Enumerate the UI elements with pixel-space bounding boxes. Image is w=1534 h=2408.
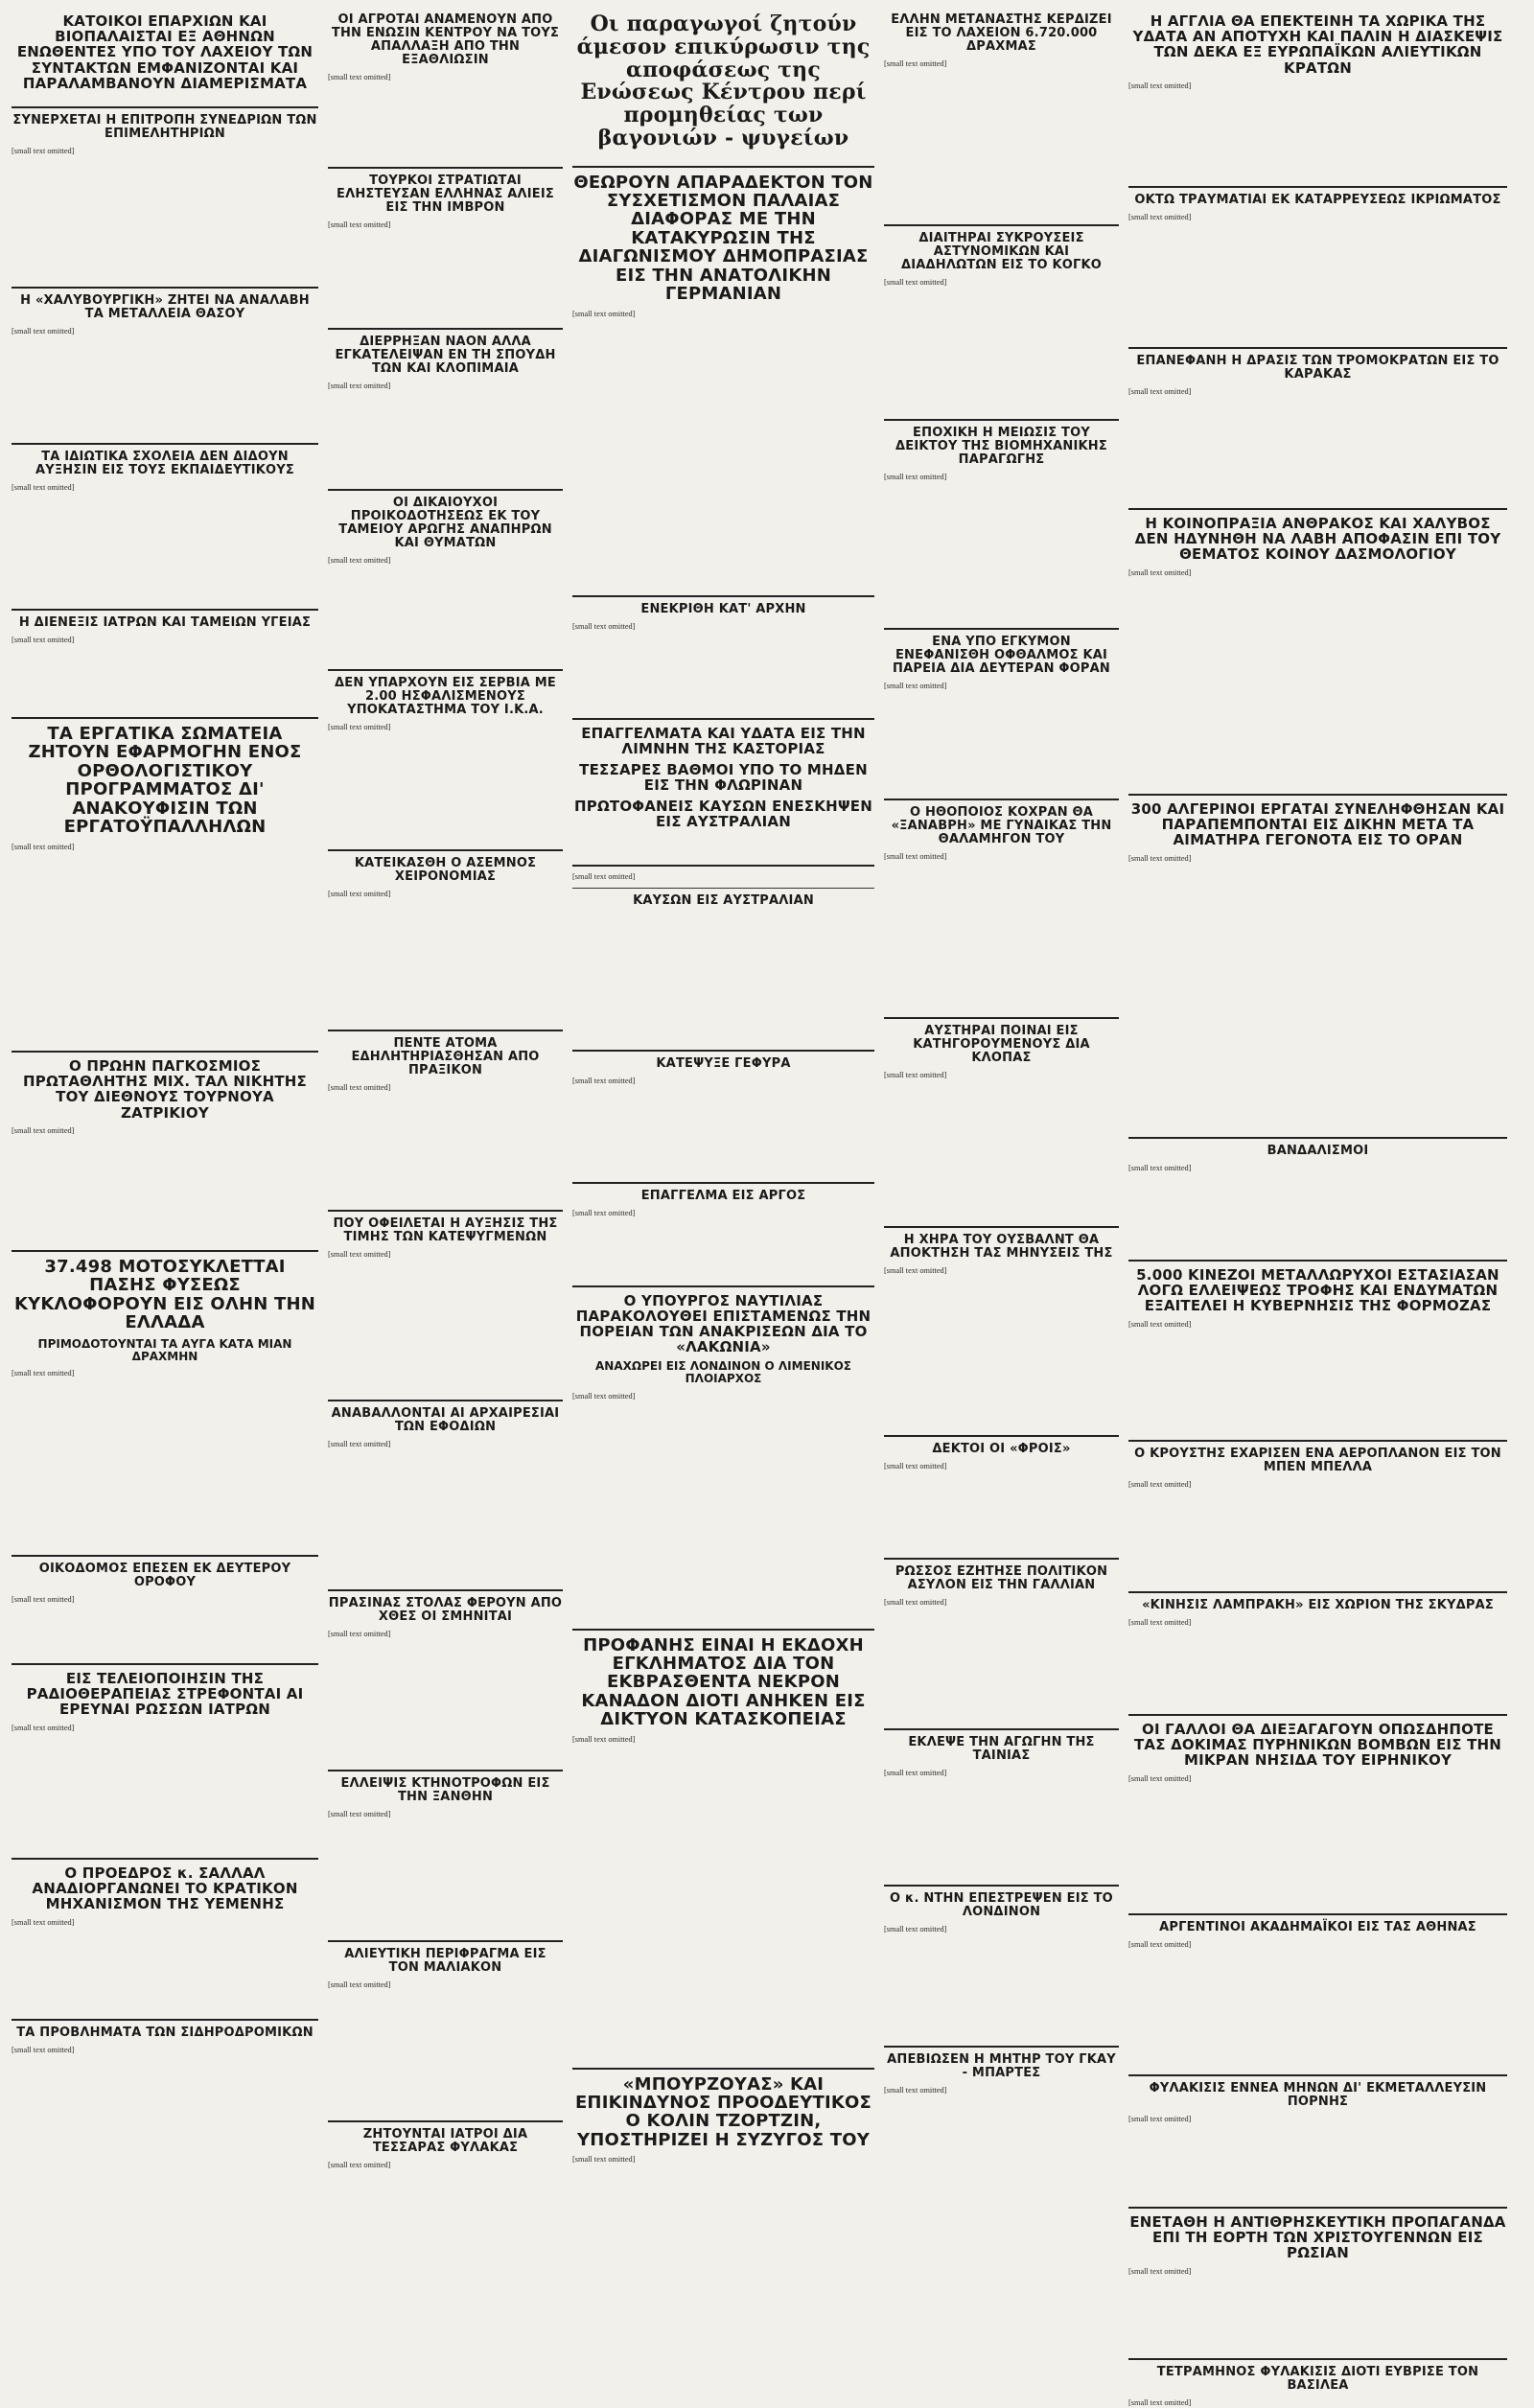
article-body: [small text omitted]: [12, 327, 75, 336]
subheadline: ΠΡΙΜΟΔΟΤΟΥΝΤΑΙ ΤΑ ΑΥΓΑ ΚΑΤΑ ΜΙΑΝ ΔΡΑΧΜΗΝ: [37, 1336, 292, 1363]
headline: ΣΥΝΕΡΧΕΤΑΙ Η ΕΠΙΤΡΟΠΗ ΣΥΝΕΔΡΙΩΝ ΤΩΝ ΕΠΙΜΕΛΗΤΗΡΙΩΝ: [12, 112, 317, 141]
headline: ΤΕΤΡΑΜΗΝΟΣ ΦΥΛΑΚΙΣΙΣ ΔΙΟΤΙ ΕΥΒΡΙΣΕ ΤΟΝ ΒΑΣΙΛΕΑ: [1156, 2365, 1479, 2394]
headline: ΕΛΛΗΝ ΜΕΤΑΝΑΣΤΗΣ ΚΕΡΔΙΖΕΙ ΕΙΣ ΤΟ ΛΑΧΕΙΟΝ 6.720.000 ΔΡΑΧΜΑΣ: [891, 12, 1112, 55]
article-body: [small text omitted]: [328, 890, 391, 899]
article-body: [small text omitted]: [12, 1125, 75, 1135]
story: [1128, 2358, 1507, 2408]
story: [328, 1940, 563, 2111]
story: [1128, 13, 1507, 176]
column-4: [884, 13, 1119, 2290]
lead-headline: Οι παραγωγοί ζητούν άμεσον επικύρωσιν της αποφάσεως της Ενώσεως Κέντρου περί προμηθείας των βαγονιών - ψυγείων: [576, 12, 871, 150]
headline: Η «ΧΑΛΥΒΟΥΡΓΙΚΗ» ΖΗΤΕΙ ΝΑ ΑΝΑΛΑΒΗ ΤΑ ΜΕΤΑΛΛΕΙΑ ΘΑΣΟΥ: [20, 292, 310, 321]
article-body: [small text omitted]: [884, 59, 947, 69]
article-body: [small text omitted]: [1128, 1164, 1192, 1173]
story: [328, 489, 563, 660]
headline: ΒΑΝΔΑΛΙΣΜΟΙ: [1267, 1144, 1369, 1158]
article-body: [small text omitted]: [328, 1980, 391, 1990]
headline: ΠΡΩΤΟΦΑΝΕΙΣ ΚΑΥΣΩΝ ΕΝΕΣΚΗΨΕΝ ΕΙΣ ΑΥΣΤΡΑΛΙΑΝ: [574, 798, 872, 831]
article-body: [small text omitted]: [328, 220, 391, 230]
story: [1128, 508, 1507, 784]
headline: ΕΠΑΓΓΕΛΜΑΤΑ ΚΑΙ ΥΔΑΤΑ ΕΙΣ ΤΗΝ ΛΙΜΝΗΝ ΤΗΣ ΚΑΣΤΟΡΙΑΣ: [581, 724, 866, 757]
article-body: [small text omitted]: [884, 1598, 947, 1608]
headline: ΠΕΝΤΕ ΑΤΟΜΑ ΕΔΗΛΗΤΗΡΙΑΣΘΗΣΑΝ ΑΠΟ ΠΡΑΞΙΚΟΝ: [351, 1036, 540, 1078]
story: [884, 799, 1119, 1007]
column-2: [328, 13, 563, 2290]
story: [884, 419, 1119, 618]
headline: 300 ΑΛΓΕΡΙΝΟΙ ΕΡΓΑΤΑΙ ΣΥΝΕΛΗΦΘΗΣΑΝ ΚΑΙ ΠΑΡΑΠΕΜΠΟΝΤΑΙ ΕΙΣ ΔΙΚΗΝ ΜΕΤΑ ΤΑ ΑΙΜΑΤΗΡΑ ΓΕΓΟΝΟΤΑ ΕΙΣ ΤΟ ΟΡΑΝ: [1130, 800, 1505, 849]
article-body: [small text omitted]: [12, 635, 75, 644]
article-body: [small text omitted]: [12, 147, 75, 155]
article-body: [small text omitted]: [12, 483, 75, 492]
headline: ΑΠΕΒΙΩΣΕΝ Η ΜΗΤΗΡ ΤΟΥ ΓΚΑΥ - ΜΠΑΡΤΕΣ: [887, 2052, 1116, 2081]
article-body: [small text omitted]: [572, 1076, 636, 1085]
story: [328, 328, 563, 479]
headline: ΤΟΥΡΚΟΙ ΣΤΡΑΤΙΩΤΑΙ ΕΛΗΣΤΕΥΣΑΝ ΕΛΛΗΝΑΣ ΑΛΙΕΙΣ ΕΙΣ ΤΗΝ ΙΜΒΡΟΝ: [337, 174, 554, 216]
article-body: [small text omitted]: [328, 1440, 391, 1449]
article-body: [small text omitted]: [1128, 1480, 1192, 1490]
headline: ΔΙΑΙΤΗΡΑΙ ΣΥΚΡΟΥΣΕΙΣ ΑΣΤΥΝΟΜΙΚΩΝ ΚΑΙ ΔΙΑΔΗΛΩΤΩΝ ΕΙΣ ΤΟ ΚΟΓΚΟ: [900, 231, 1103, 273]
headline: ΖΗΤΟΥΝΤΑΙ ΙΑΤΡΟΙ ΔΙΑ ΤΕΣΣΑΡΑΣ ΦΥΛΑΚΑΣ: [362, 2127, 528, 2156]
article-body: [small text omitted]: [1128, 2266, 1192, 2276]
article-body: [small text omitted]: [884, 1925, 947, 1934]
story: [328, 849, 563, 1020]
article-body: [small text omitted]: [572, 2155, 636, 2165]
article-body: [small text omitted]: [572, 1391, 636, 1401]
headline: ΚΑΥΣΩΝ ΕΙΣ ΑΥΣΤΡΑΛΙΑΝ: [633, 892, 814, 908]
article-body: [small text omitted]: [884, 1462, 947, 1471]
column-3: [572, 13, 874, 2290]
headline: ΘΕΩΡΟΥΝ ΑΠΑΡΑΔΕΚΤΟΝ ΤΟΝ ΣΥΣΧΕΤΙΣΜΟΝ ΠΑΛΑΙΑΣ ΔΙΑΦΟΡΑΣ ΜΕ ΤΗΝ ΚΑΤΑΚΥΡΩΣΙΝ ΤΗΣ ΔΙΑΓΩΝΙΣΜΟΥ ΔΗΜΟΠΡΑΣΙΑΣ ΕΙΣ ΤΗΝ ΑΝΑΤΟΛΙΚΗΝ ΓΕΡΜΑΝΙΑΝ: [573, 172, 873, 305]
article-body: [small text omitted]: [328, 2161, 391, 2170]
article-body: [small text omitted]: [572, 621, 636, 631]
article-body: [small text omitted]: [1128, 213, 1192, 222]
story: [884, 13, 1119, 215]
story: [1128, 1591, 1507, 1704]
article-body: [small text omitted]: [884, 473, 947, 482]
column-5: [1128, 12, 1507, 2408]
article-body: [small text omitted]: [328, 556, 391, 566]
headline: Ο ΚΡΟΥΣΤΗΣ ΕΧΑΡΙΣΕΝ ΕΝΑ ΑΕΡΟΠΛΑΝΟΝ ΕΙΣ ΤΟΝ ΜΠΕΝ ΜΠΕΛΛΑ: [1134, 1447, 1501, 1475]
story: [572, 1182, 874, 1276]
story: [12, 1858, 318, 2009]
article-body: [small text omitted]: [884, 1266, 947, 1276]
headline: ΚΑΤΕΙΚΑΣΘΗ Ο ΑΣΕΜΝΟΣ ΧΕΙΡΟΝΟΜΙΑΣ: [354, 856, 537, 885]
headline: ΑΥΣΤΗΡΑΙ ΠΟΙΝΑΙ ΕΙΣ ΚΑΤΗΓΟΡΟΥΜΕΝΟΥΣ ΔΙΑ ΚΛΟΠΑΣ: [913, 1024, 1090, 1066]
story: [1128, 347, 1507, 498]
story: [572, 166, 874, 586]
story: [1128, 1440, 1507, 1582]
headline: ΕΚΛΕΨΕ ΤΗΝ ΑΓΩΓΗΝ ΤΗΣ ΤΑΙΝΙΑΣ: [908, 1735, 1095, 1764]
headline: Ο κ. ΝΤΗΝ ΕΠΕΣΤΡΕΨΕΝ ΕΙΣ ΤΟ ΛΟΝΔΙΝΟΝ: [890, 1891, 1113, 1920]
article-body: [small text omitted]: [884, 1769, 947, 1778]
article-body: [small text omitted]: [572, 1208, 636, 1217]
headline: ΤΕΣΣΑΡΕΣ ΒΑΘΜΟΙ ΥΠΟ ΤΟ ΜΗΔΕΝ ΕΙΣ ΤΗΝ ΦΛΩΡΙΝΑΝ: [579, 760, 868, 795]
article-body: [small text omitted]: [12, 1723, 75, 1732]
article-body: [small text omitted]: [1128, 2398, 1192, 2408]
headline: ΑΝΑΒΑΛΛΟΝΤΑΙ ΑΙ ΑΡΧΑΙΡΕΣΙΑΙ ΤΩΝ ΕΦΟΔΙΩΝ: [331, 1406, 560, 1435]
headline: ΡΩΣΣΟΣ ΕΖΗΤΗΣΕ ΠΟΛΙΤΙΚΟΝ ΑΣΥΛΟΝ ΕΙΣ ΤΗΝ ΓΑΛΛΙΑΝ: [895, 1564, 1108, 1593]
story: [884, 1017, 1119, 1216]
headline: ΕΝΕΤΑΘΗ Η ΑΝΤΙΘΡΗΣΚΕΥΤΙΚΗ ΠΡΟΠΑΓΑΝΔΑ ΕΠΙ ΤΗ ΕΟΡΤΗ ΤΩΝ ΧΡΙΣΤΟΥΓΕΝΝΩΝ ΕΙΣ ΡΩΣΙΑΝ: [1129, 2213, 1506, 2262]
article-body: [small text omitted]: [328, 73, 391, 82]
story: [328, 669, 563, 840]
column-1: [12, 13, 318, 2290]
story: [328, 1770, 563, 1931]
headline: Η ΧΗΡΑ ΤΟΥ ΟΥΣΒΑΛΝΤ ΘΑ ΑΠΟΚΤΗΣΗ ΤΑΣ ΜΗΝΥΣΕΙΣ ΤΗΣ: [890, 1233, 1113, 1262]
headline: ΕΙΣ ΤΕΛΕΙΟΠΟΙΗΣΙΝ ΤΗΣ ΡΑΔΙΟΘΕΡΑΠΕΙΑΣ ΣΤΡΕΦΟΝΤΑΙ ΑΙ ΕΡΕΥΝΑΙ ΡΩΣΣΩΝ ΙΑΤΡΩΝ: [26, 1669, 304, 1719]
story: [12, 1250, 318, 1545]
headline: Η ΔΙΕΝΕΞΙΣ ΙΑΤΡΩΝ ΚΑΙ ΤΑΜΕΙΩΝ ΥΓΕΙΑΣ: [18, 614, 312, 630]
article-body: [small text omitted]: [328, 1250, 391, 1260]
story: [572, 595, 874, 708]
story: [12, 13, 318, 97]
story: [572, 2068, 874, 2291]
story: [12, 443, 318, 599]
story: [12, 1663, 318, 1848]
headline: ΦΥΛΑΚΙΣΙΣ ΕΝΝΕΑ ΜΗΝΩΝ ΔΙ' ΕΚΜΕΤΑΛΛΕΥΣΙΝ ΠΟΡΝΗΣ: [1149, 2081, 1487, 2110]
headline: ΕΝΑ ΥΠΟ ΕΓΚΥΜΟΝ ΕΝΕΦΑΝΙΣΘΗ ΟΦΘΑΛΜΟΣ ΚΑΙ ΠΑΡΕΙΑ ΔΙΑ ΔΕΥΤΕΡΑΝ ΦΟΡΑΝ: [893, 635, 1110, 677]
story: [572, 13, 874, 156]
story: [12, 106, 318, 277]
headline: ΤΑ ΙΔΙΩΤΙΚΑ ΣΧΟΛΕΙΑ ΔΕΝ ΔΙΔΟΥΝ ΑΥΞΗΣΙΝ ΕΙΣ ΤΟΥΣ ΕΚΠΑΙΔΕΥΤΙΚΟΥΣ: [35, 449, 294, 477]
story: [884, 224, 1119, 409]
story: [328, 13, 563, 157]
article-body: [small text omitted]: [328, 1630, 391, 1639]
headline: ΟΙ ΔΙΚΑΙΟΥΧΟΙ ΠΡΟΙΚΟΔΟΤΗΣΕΩΣ ΕΚ ΤΟΥ ΤΑΜΕΙΟΥ ΑΡΩΓΗΣ ΑΝΑΠΗΡΩΝ ΚΑΙ ΘΥΜΑΤΩΝ: [338, 496, 552, 551]
divider: [572, 888, 874, 889]
page-columns: [12, 12, 1522, 2408]
story: [1128, 2074, 1507, 2197]
headline: ΟΙ ΓΑΛΛΟΙ ΘΑ ΔΙΕΞΑΓΑΓΟΥΝ ΟΠΩΣΔΗΠΟΤΕ ΤΑΣ ΔΟΚΙΜΑΣ ΠΥΡΗΝΙΚΩΝ ΒΟΜΒΩΝ ΕΙΣ ΤΗΝ ΜΙΚΡΑΝ ΝΗΣΙΔΑ ΤΟΥ ΕΙΡΗΝΙΚΟΥ: [1133, 1721, 1502, 1770]
story: [1128, 794, 1507, 1127]
article-body: [small text omitted]: [12, 842, 75, 851]
article-body: [small text omitted]: [884, 682, 947, 691]
article-body: [small text omitted]: [12, 1917, 75, 1927]
story: [884, 1226, 1119, 1425]
headline: ΟΚΤΩ ΤΡΑΥΜΑΤΙΑΙ ΕΚ ΚΑΤΑΡΡΕΥΣΕΩΣ ΙΚΡΙΩΜΑΤΟΣ: [1134, 193, 1501, 207]
headline: ΕΠΑΓΓΕΛΜΑ ΕΙΣ ΑΡΓΟΣ: [640, 1188, 806, 1203]
article-body: [small text omitted]: [328, 1083, 391, 1093]
article-body: [small text omitted]: [328, 1810, 391, 1819]
article-body: [small text omitted]: [1128, 1319, 1192, 1329]
story: [1128, 1714, 1507, 1904]
headline: 37.498 ΜΟΤΟΣΥΚΛΕΤΤΑΙ ΠΑΣΗΣ ΦΥΣΕΩΣ ΚΥΚΛΟΦΟΡΟΥΝ ΕΙΣ ΟΛΗΝ ΤΗΝ ΕΛΛΑΔΑ: [13, 1256, 316, 1333]
headline: ΕΝΕΚΡΙΘΗ ΚΑΤ' ΑΡΧΗΝ: [640, 601, 806, 616]
headline: Ο ΗΘΟΠΟΙΟΣ ΚΟΧΡΑΝ ΘΑ «ΞΑΝΑΒΡΗ» ΜΕ ΓΥΝΑΙΚΑΣ ΤΗΝ ΘΑΛΑΜΗΓΟΝ ΤΟΥ: [891, 805, 1112, 847]
headline: ΑΡΓΕΝΤΙΝΟΙ ΑΚΑΔΗΜΑΪΚΟΙ ΕΙΣ ΤΑΣ ΑΘΗΝΑΣ: [1159, 1920, 1476, 1934]
story: [1128, 1137, 1507, 1250]
headline: ΟΙΚΟΔΟΜΟΣ ΕΠΕΣΕΝ ΕΚ ΔΕΥΤΕΡΟΥ ΟΡΟΦΟΥ: [38, 1561, 291, 1589]
subheadline: ΑΝΑΧΩΡΕΙ ΕΙΣ ΛΟΝΔΙΝΟΝ Ο ΛΙΜΕΝΙΚΟΣ ΠΛΟΙΑΡΧΟΣ: [595, 1359, 851, 1386]
article-body: [small text omitted]: [1128, 81, 1192, 90]
headline: ΚΑΤΟΙΚΟΙ ΕΠΑΡΧΙΩΝ ΚΑΙ ΒΙΟΠΑΛΑΙΣΤΑΙ ΕΞ ΑΘΗΝΩΝ ΕΝΩΘΕΝΤΕΣ ΥΠΟ ΤΟΥ ΛΑΧΕΙΟΥ ΤΩΝ ΣΥΝΤΑΚΤΩΝ ΕΜΦΑΝΙΖΟΝΤΑΙ ΚΑΙ ΠΑΡΑΛΑΜΒΑΝΟΥΝ ΔΙΑΜΕΡΙΣΜΑΤΑ: [16, 12, 314, 92]
story: [884, 1558, 1119, 1719]
story: [328, 2120, 563, 2290]
article-body: [small text omitted]: [12, 2045, 75, 2054]
article-body: [small text omitted]: [1128, 853, 1192, 863]
story: [1128, 1260, 1507, 1430]
headline: ΕΛΛΕΙΨΙΣ ΚΤΗΝΟΤΡΟΦΩΝ ΕΙΣ ΤΗΝ ΞΑΝΘΗΝ: [340, 1776, 550, 1805]
article-body: [small text omitted]: [572, 1734, 636, 1744]
article-body: [small text omitted]: [328, 382, 391, 391]
headline: ΕΠΑΝΕΦΑΝΗ Η ΔΡΑΣΙΣ ΤΩΝ ΤΡΟΜΟΚΡΑΤΩΝ ΕΙΣ ΤΟ ΚΑΡΑΚΑΣ: [1136, 354, 1499, 382]
headline: ΠΡΑΣΙΝΑΣ ΣΤΟΛΑΣ ΦΕΡΟΥΝ ΑΠΟ ΧΘΕΣ ΟΙ ΣΜΗΝΙΤΑΙ: [328, 1596, 563, 1625]
story: [328, 167, 563, 318]
article-body: [small text omitted]: [884, 852, 947, 862]
headline: ΤΑ ΕΡΓΑΤΙΚΑ ΣΩΜΑΤΕΙΑ ΖΗΤΟΥΝ ΕΦΑΡΜΟΓΗΝ ΕΝΟΣ ΟΡΘΟΛΟΓΙΣΤΙΚΟΥ ΠΡΟΓΡΑΜΜΑΤΟΣ ΔΙ' ΑΝΑΚΟΥΦΙΣΙΝ ΤΩΝ ΕΡΓΑΤΟΫΠΑΛΛΗΛΩΝ: [28, 723, 302, 838]
headline: 5.000 ΚΙΝΕΖΟΙ ΜΕΤΑΛΛΩΡΥΧΟΙ ΕΣΤΑΣΙΑΣΑΝ ΛΟΓΩ ΕΛΛΕΙΨΕΩΣ ΤΡΟΦΗΣ ΚΑΙ ΕΝΔΥΜΑΤΩΝ ΕΞΑΙΤΕΛΕΙ Η ΚΥΒΕΡΝΗΣΙΣ ΤΗΣ ΦΟΡΜΟΖΑΣ: [1136, 1266, 1499, 1315]
headline: ΟΙ ΑΓΡΟΤΑΙ ΑΝΑΜΕΝΟΥΝ ΑΠΟ ΤΗΝ ΕΝΩΣΙΝ ΚΕΝΤΡΟΥ ΝΑ ΤΟΥΣ ΑΠΑΛΛΑΞΗ ΑΠΟ ΤΗΝ ΕΞΑΘΛΙΩΣΙΝ: [331, 12, 560, 68]
story: [12, 2019, 318, 2290]
story: [12, 609, 318, 707]
article-body: [small text omitted]: [1128, 1940, 1192, 1950]
story: [572, 1285, 874, 1619]
headline: Ο ΠΡΩΗΝ ΠΑΓΚΟΣΜΙΟΣ ΠΡΩΤΑΘΛΗΤΗΣ ΜΙΧ. ΤΑΛ ΝΙΚΗΤΗΣ ΤΟΥ ΔΙΕΘΝΟΥΣ ΤΟΥΡΝΟΥΑ ΖΑΤΡΙΚΙΟΥ: [23, 1056, 307, 1122]
headline: ΔΕΚΤΟΙ ΟΙ «ΦΡΟΙΣ»: [932, 1442, 1071, 1456]
story: [884, 1435, 1119, 1548]
article-body: [small text omitted]: [884, 1071, 947, 1080]
article-body: [small text omitted]: [884, 278, 947, 288]
headline: Η ΚΟΙΝΟΠΡΑΞΙΑ ΑΝΘΡΑΚΟΣ ΚΑΙ ΧΑΛΥΒΟΣ ΔΕΝ ΗΔΥΝΗΘΗ ΝΑ ΛΑΒΗ ΑΠΟΦΑΣΙΝ ΕΠΙ ΤΟΥ ΘΕΜΑΤΟΣ ΚΟΙΝΟΥ ΔΑΣΜΟΛΟΓΙΟΥ: [1134, 515, 1501, 564]
article-body: [small text omitted]: [1128, 1773, 1192, 1783]
article-body: [small text omitted]: [1128, 1618, 1192, 1628]
headline: «ΚΙΝΗΣΙΣ ΛΑΜΠΡΑΚΗ» ΕΙΣ ΧΩΡΙΟΝ ΤΗΣ ΣΚΥΔΡΑΣ: [1142, 1598, 1494, 1612]
story: [884, 1728, 1119, 1875]
article-body: [small text omitted]: [1128, 387, 1192, 397]
article-body: [small text omitted]: [12, 1369, 75, 1378]
article-body: [small text omitted]: [12, 1595, 75, 1604]
article-body: [small text omitted]: [1128, 2115, 1192, 2124]
headline: ΠΟΥ ΟΦΕΙΛΕΤΑΙ Η ΑΥΞΗΣΙΣ ΤΗΣ ΤΙΜΗΣ ΤΩΝ ΚΑΤΕΨΥΓΜΕΝΩΝ: [333, 1216, 558, 1245]
article-body: [small text omitted]: [572, 309, 636, 318]
story: [572, 865, 874, 1040]
article-body: [small text omitted]: [572, 871, 636, 881]
story: [884, 2046, 1119, 2290]
story: [12, 1051, 318, 1240]
headline: ΔΕΝ ΥΠΑΡΧΟΥΝ ΕΙΣ ΣΕΡΒΙΑ ΜΕ 2.00 ΗΣΦΑΛΙΣΜΕΝΟΥΣ ΥΠΟΚΑΤΑΣΤΗΜΑ ΤΟΥ Ι.Κ.Α.: [335, 676, 556, 718]
headline: ΕΠΟΧΙΚΗ Η ΜΕΙΩΣΙΣ ΤΟΥ ΔΕΙΚΤΟΥ ΤΗΣ ΒΙΟΜΗΧΑΝΙΚΗΣ ΠΑΡΑΓΩΓΗΣ: [895, 426, 1107, 468]
article-body: [small text omitted]: [328, 723, 391, 732]
article-body: [small text omitted]: [884, 2086, 947, 2095]
story: [1128, 186, 1507, 337]
headline: Ο ΠΡΟΕΔΡΟΣ κ. ΣΑΛΛΑΛ ΑΝΑΔΙΟΡΓΑΝΩΝΕΙ ΤΟ ΚΡΑΤΙΚΟΝ ΜΗΧΑΝΙΣΜΟΝ ΤΗΣ ΥΕΜΕΝΗΣ: [32, 1864, 298, 1913]
headline: ΤΑ ΠΡΟΒΛΗΜΑΤΑ ΤΩΝ ΣΙΔΗΡΟΔΡΟΜΙΚΩΝ: [16, 2025, 314, 2040]
headline: ΔΙΕΡΡΗΞΑΝ ΝΑΟΝ ΑΛΛΑ ΕΓΚΑΤΕΛΕΙΨΑΝ ΕΝ ΤΗ ΣΠΟΥΔΗ ΤΩΝ ΚΑΙ ΚΛΟΠΙΜΑΙΑ: [335, 335, 556, 377]
story: [328, 1210, 563, 1390]
story: [328, 1030, 563, 1200]
story: [884, 1885, 1119, 2036]
headline: ΑΛΙΕΥΤΙΚΗ ΠΕΡΙΦΡΑΓΜΑ ΕΙΣ ΤΟΝ ΜΑΛΙΑΚΟΝ: [344, 1947, 546, 1976]
story: [328, 1589, 563, 1760]
headline: ΠΡΟΦΑΝΗΣ ΕΙΝΑΙ Η ΕΚΔΟΧΗ ΕΓΚΛΗΜΑΤΟΣ ΔΙΑ ΤΟΝ ΕΚΒΡΑΣΘΕΝΤΑ ΝΕΚΡΟΝ ΚΑΝΑΔΟΝ ΔΙΟΤΙ ΑΝΗΚΕΝ ΕΙΣ ΔΙΚΤΥΟΝ ΚΑΤΑΣΚΟΠΕΙΑΣ: [581, 1634, 866, 1730]
headline: ΚΑΤΕΨΥΞΕ ΓΕΦΥΡΑ: [656, 1055, 791, 1071]
headline: Η ΑΓΓΛΙΑ ΘΑ ΕΠΕΚΤΕΙΝΗ ΤΑ ΧΩΡΙΚΑ ΤΗΣ ΥΔΑΤΑ ΑΝ ΑΠΟΤΥΧΗ ΚΑΙ ΠΑΛΙΝ Η ΔΙΑΣΚΕΨΙΣ ΤΩΝ ΔΕΚΑ ΕΞ ΕΥΡΩΠΑΪΚΩΝ ΑΛΙΕΥΤΙΚΩΝ ΚΡΑΤΩΝ: [1132, 12, 1503, 77]
story: [12, 1555, 318, 1654]
story: [1128, 1913, 1507, 2065]
headline: «ΜΠΟΥΡΖΟΥΑΣ» ΚΑΙ ΕΠΙΚΙΝΔΥΝΟΣ ΠΡΟΟΔΕΥΤΙΚΟΣ Ο ΚΟΛΙΝ ΤΖΟΡΤΖΙΝ, ΥΠΟΣΤΗΡΙΖΕΙ Η ΣΥΖΥΓΟΣ ΤΟΥ: [574, 2073, 872, 2150]
story: [12, 287, 318, 433]
story: [572, 1050, 874, 1172]
story: [12, 717, 318, 1041]
headline: Ο ΥΠΟΥΡΓΟΣ ΝΑΥΤΙΛΙΑΣ ΠΑΡΑΚΟΛΟΥΘΕΙ ΕΠΙΣΤΑΜΕΝΩΣ ΤΗΝ ΠΟΡΕΙΑΝ ΤΩΝ ΑΝΑΚΡΙΣΕΩΝ ΔΙΑ ΤΟ «ΛΑΚΩΝΙΑ»: [575, 1291, 872, 1356]
story: [1128, 2207, 1507, 2349]
article-body: [small text omitted]: [1128, 567, 1192, 577]
story: [328, 1400, 563, 1580]
story: [572, 718, 874, 855]
story: [572, 1629, 874, 2058]
story: [884, 628, 1119, 789]
